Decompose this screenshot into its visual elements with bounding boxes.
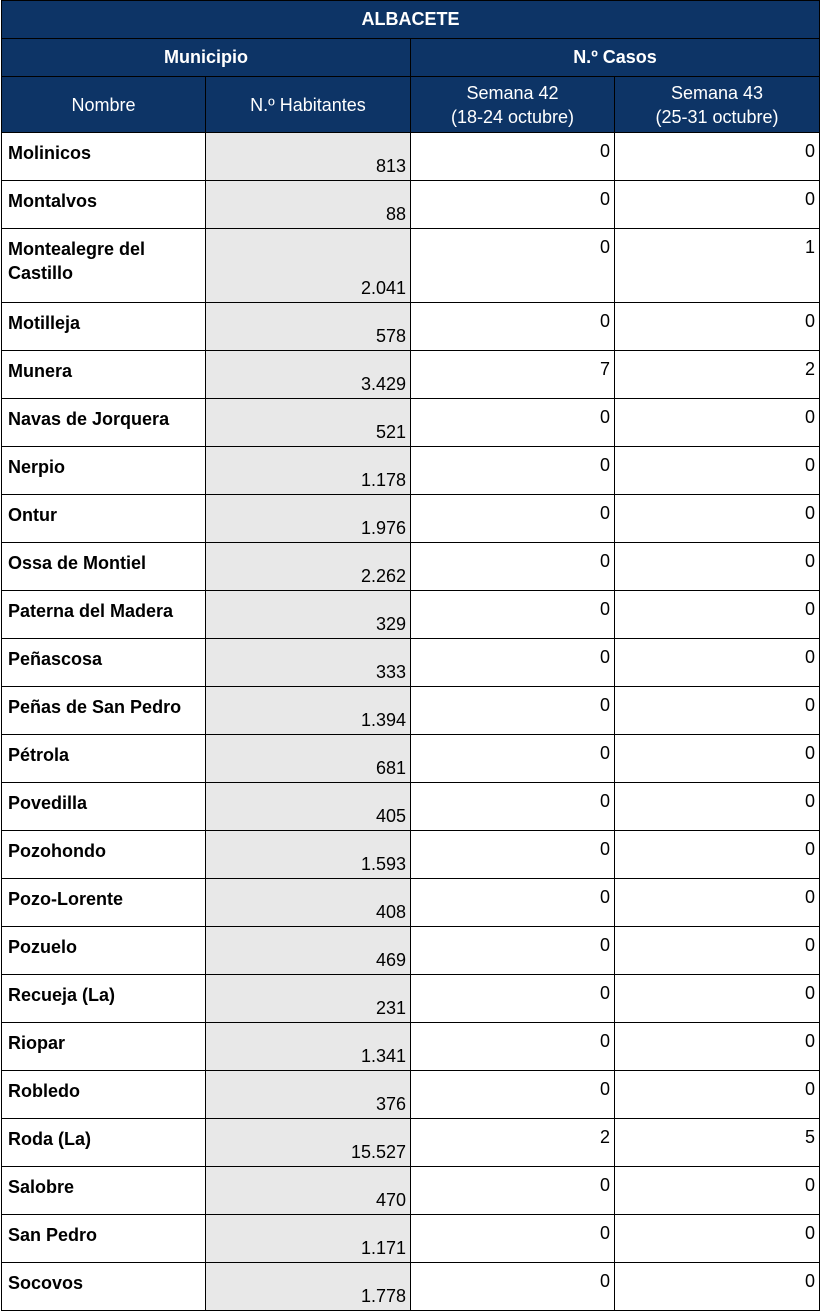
table-row bbox=[2, 399, 820, 447]
municipio-name-cell: Motilleja bbox=[2, 303, 206, 351]
semana-42-cases-cell: 0 bbox=[411, 687, 615, 735]
table-row bbox=[2, 1215, 820, 1263]
semana-42-cases-cell: 0 bbox=[411, 1215, 615, 1263]
table-body bbox=[2, 133, 820, 1311]
municipio-name-cell: Pozohondo bbox=[2, 831, 206, 879]
semana-42-cases-cell: 0 bbox=[411, 591, 615, 639]
habitantes-cell: 1.394 bbox=[206, 687, 411, 735]
semana-42-cases-cell: 0 bbox=[411, 639, 615, 687]
semana-43-cases-cell: 0 bbox=[615, 447, 820, 495]
municipio-name-cell: Ossa de Montiel bbox=[2, 543, 206, 591]
table-row bbox=[2, 447, 820, 495]
table-row bbox=[2, 591, 820, 639]
column-header-semana-42 bbox=[411, 77, 615, 133]
semana-42-cases-cell: 0 bbox=[411, 831, 615, 879]
semana-42-cases-cell: 0 bbox=[411, 1167, 615, 1215]
municipio-name-cell: Molinicos bbox=[2, 133, 206, 181]
semana-42-cases-cell: 0 bbox=[411, 229, 615, 303]
table-row bbox=[2, 1263, 820, 1311]
municipio-name-cell: Salobre bbox=[2, 1167, 206, 1215]
semana-42-cases-cell: 0 bbox=[411, 975, 615, 1023]
habitantes-cell: 1.593 bbox=[206, 831, 411, 879]
municipio-name-cell: Peñas de San Pedro bbox=[2, 687, 206, 735]
table-row bbox=[2, 351, 820, 399]
cases-table bbox=[1, 0, 820, 1311]
habitantes-cell: 470 bbox=[206, 1167, 411, 1215]
municipio-name-cell: Ontur bbox=[2, 495, 206, 543]
municipio-name-cell: Navas de Jorquera bbox=[2, 399, 206, 447]
semana-43-cases-cell: 0 bbox=[615, 1023, 820, 1071]
semana-43-cases-cell: 0 bbox=[615, 783, 820, 831]
column-header-semana-43 bbox=[615, 77, 820, 133]
semana-42-cases-cell: 0 bbox=[411, 879, 615, 927]
semana-43-cases-cell: 0 bbox=[615, 303, 820, 351]
semana-43-cases-cell: 0 bbox=[615, 399, 820, 447]
semana-42-cases-cell: 0 bbox=[411, 735, 615, 783]
semana-43-cases-cell: 5 bbox=[615, 1119, 820, 1167]
municipio-name-cell: Recueja (La) bbox=[2, 975, 206, 1023]
habitantes-cell: 578 bbox=[206, 303, 411, 351]
semana-42-cases-cell: 0 bbox=[411, 1071, 615, 1119]
habitantes-cell: 3.429 bbox=[206, 351, 411, 399]
semana-43-cases-cell: 0 bbox=[615, 735, 820, 783]
semana-43-cases-cell: 0 bbox=[615, 1215, 820, 1263]
table-row bbox=[2, 1119, 820, 1167]
table-row bbox=[2, 687, 820, 735]
municipio-name-cell: Nerpio bbox=[2, 447, 206, 495]
table-row bbox=[2, 229, 820, 303]
semana-43-cases-cell: 0 bbox=[615, 543, 820, 591]
habitantes-cell: 2.262 bbox=[206, 543, 411, 591]
semana-43-cases-cell: 0 bbox=[615, 181, 820, 229]
semana-43-cases-cell: 0 bbox=[615, 495, 820, 543]
table-row bbox=[2, 639, 820, 687]
municipio-name-cell: Pozo-Lorente bbox=[2, 879, 206, 927]
semana-42-cases-cell: 0 bbox=[411, 181, 615, 229]
semana-42-cases-cell: 2 bbox=[411, 1119, 615, 1167]
habitantes-cell: 1.178 bbox=[206, 447, 411, 495]
habitantes-cell: 469 bbox=[206, 927, 411, 975]
habitantes-cell: 813 bbox=[206, 133, 411, 181]
semana-42-cases-cell: 0 bbox=[411, 495, 615, 543]
region-title: ALBACETE bbox=[2, 1, 820, 39]
municipio-name-cell: Riopar bbox=[2, 1023, 206, 1071]
habitantes-cell: 231 bbox=[206, 975, 411, 1023]
column-header-habitantes: N.º Habitantes bbox=[206, 77, 411, 133]
municipio-name-cell: Montalvos bbox=[2, 181, 206, 229]
habitantes-cell: 1.171 bbox=[206, 1215, 411, 1263]
semana-43-cases-cell: 0 bbox=[615, 927, 820, 975]
semana-42-title: Semana 42 bbox=[466, 82, 559, 103]
table-row bbox=[2, 975, 820, 1023]
semana-42-cases-cell: 0 bbox=[411, 1023, 615, 1071]
semana-42-cases-cell: 0 bbox=[411, 927, 615, 975]
habitantes-cell: 333 bbox=[206, 639, 411, 687]
semana-43-cases-cell: 0 bbox=[615, 831, 820, 879]
municipio-name-cell: Pozuelo bbox=[2, 927, 206, 975]
semana-42-cases-cell: 0 bbox=[411, 133, 615, 181]
municipio-name-cell: Robledo bbox=[2, 1071, 206, 1119]
municipio-name-cell: Roda (La) bbox=[2, 1119, 206, 1167]
municipio-name-cell: Pétrola bbox=[2, 735, 206, 783]
group-header-municipio: Municipio bbox=[2, 39, 411, 77]
table-row bbox=[2, 735, 820, 783]
table-row bbox=[2, 543, 820, 591]
semana-43-cases-cell: 0 bbox=[615, 591, 820, 639]
semana-42-cases-cell: 0 bbox=[411, 303, 615, 351]
table-row bbox=[2, 1167, 820, 1215]
semana-43-cases-cell: 1 bbox=[615, 229, 820, 303]
semana-42-cases-cell: 0 bbox=[411, 1263, 615, 1311]
group-header-casos: N.º Casos bbox=[411, 39, 820, 77]
habitantes-cell: 408 bbox=[206, 879, 411, 927]
semana-43-cases-cell: 0 bbox=[615, 639, 820, 687]
municipio-name-cell: Socovos bbox=[2, 1263, 206, 1311]
semana-42-range: (18-24 octubre) bbox=[450, 106, 575, 127]
table-row bbox=[2, 879, 820, 927]
habitantes-cell: 405 bbox=[206, 783, 411, 831]
municipio-name-cell: Munera bbox=[2, 351, 206, 399]
table-row bbox=[2, 133, 820, 181]
habitantes-cell: 1.778 bbox=[206, 1263, 411, 1311]
habitantes-cell: 681 bbox=[206, 735, 411, 783]
municipio-name-cell: Povedilla bbox=[2, 783, 206, 831]
municipio-name-cell: Peñascosa bbox=[2, 639, 206, 687]
semana-42-cases-cell: 0 bbox=[411, 447, 615, 495]
habitantes-cell: 376 bbox=[206, 1071, 411, 1119]
semana-42-cases-cell: 0 bbox=[411, 399, 615, 447]
semana-43-cases-cell: 0 bbox=[615, 1071, 820, 1119]
table-row bbox=[2, 927, 820, 975]
semana-43-cases-cell: 0 bbox=[615, 687, 820, 735]
table-row bbox=[2, 831, 820, 879]
semana-43-cases-cell: 0 bbox=[615, 879, 820, 927]
table-row bbox=[2, 783, 820, 831]
semana-42-cases-cell: 7 bbox=[411, 351, 615, 399]
semana-43-cases-cell: 0 bbox=[615, 1167, 820, 1215]
habitantes-cell: 1.976 bbox=[206, 495, 411, 543]
habitantes-cell: 1.341 bbox=[206, 1023, 411, 1071]
semana-43-cases-cell: 2 bbox=[615, 351, 820, 399]
column-header-nombre: Nombre bbox=[2, 77, 206, 133]
municipio-name-cell: San Pedro bbox=[2, 1215, 206, 1263]
table-row bbox=[2, 303, 820, 351]
semana-42-cases-cell: 0 bbox=[411, 783, 615, 831]
table-row bbox=[2, 1023, 820, 1071]
municipio-name-cell: Montealegre del Castillo bbox=[2, 229, 206, 303]
habitantes-cell: 88 bbox=[206, 181, 411, 229]
semana-43-cases-cell: 0 bbox=[615, 133, 820, 181]
habitantes-cell: 15.527 bbox=[206, 1119, 411, 1167]
semana-42-cases-cell: 0 bbox=[411, 543, 615, 591]
semana-43-title: Semana 43 bbox=[670, 82, 764, 103]
semana-43-cases-cell: 0 bbox=[615, 1263, 820, 1311]
table-row bbox=[2, 1071, 820, 1119]
table-row bbox=[2, 181, 820, 229]
municipio-name-cell: Paterna del Madera bbox=[2, 591, 206, 639]
habitantes-cell: 2.041 bbox=[206, 229, 411, 303]
habitantes-cell: 329 bbox=[206, 591, 411, 639]
table-row bbox=[2, 495, 820, 543]
semana-43-cases-cell: 0 bbox=[615, 975, 820, 1023]
semana-43-range: (25-31 octubre) bbox=[655, 106, 779, 127]
habitantes-cell: 521 bbox=[206, 399, 411, 447]
